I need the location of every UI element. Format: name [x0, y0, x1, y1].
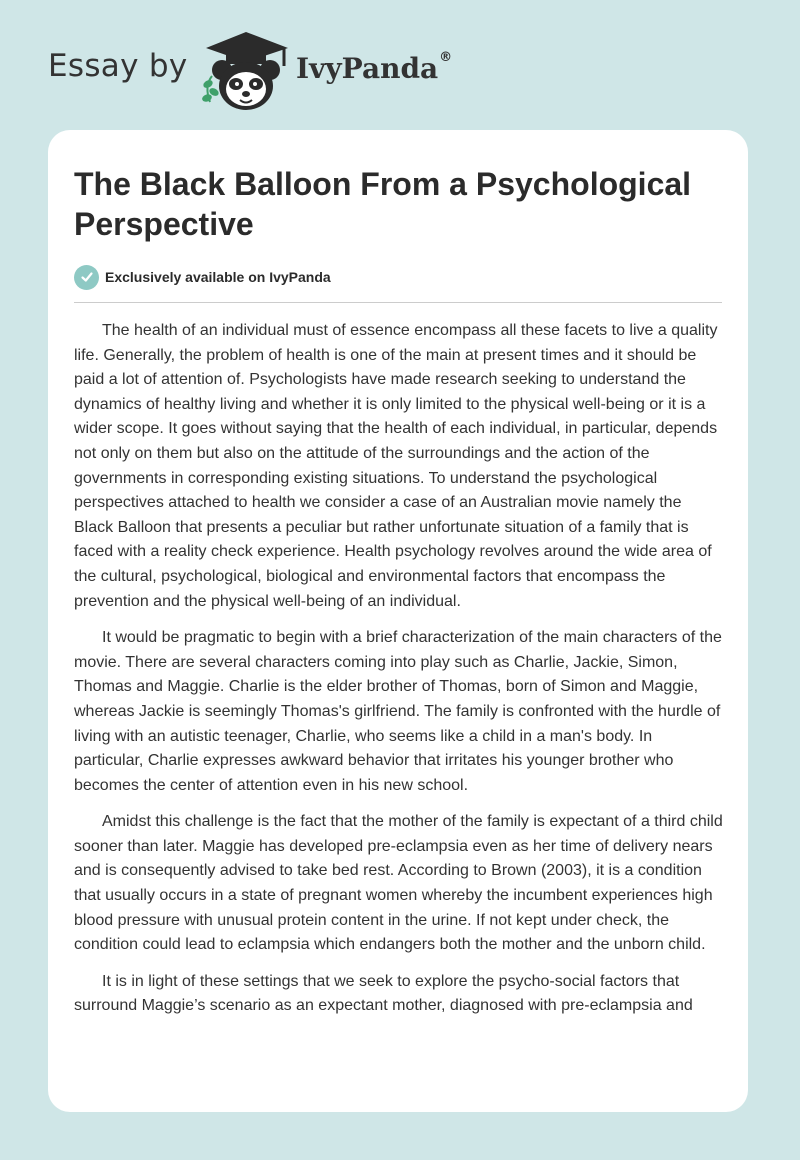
- essay-title: The Black Balloon From a Psychological Perspective: [74, 166, 692, 242]
- brand-name[interactable]: [296, 52, 452, 85]
- divider: [74, 302, 722, 303]
- check-icon: [74, 265, 99, 290]
- brand-text: IvyPanda: [296, 52, 439, 85]
- paragraph: It is in light of these settings that we seek to explore the psycho-social factors that surround Maggie’s scenario as an expectant mother, diagnosed with pre-eclampsia and: [74, 972, 693, 1015]
- registered-mark: ®: [439, 50, 453, 65]
- exclusive-badge: [74, 264, 331, 290]
- paragraph: It would be pragmatic to begin with a brief characterization of the main characters of the movie. There are several characters coming into play such as Charlie, Jackie, Simon, Thomas and Maggie. Charlie is the elder brother of Thomas, born of Simon and Maggie, whereas Jackie is seemingly Thomas's girlfriend. The family is confronted with the hurdle of living with an autistic teenager, Charlie, who seems like a child in a man's body. In particular, Charlie expresses awkward behavior that irritates his younger brother who becomes the center of attention even in his new school.: [74, 629, 722, 794]
- essay-by-label: Essay by: [48, 48, 188, 84]
- essay-body: [74, 319, 724, 1031]
- site-header: [0, 0, 800, 130]
- essay-card: [48, 130, 748, 1112]
- ivypanda-logo-icon[interactable]: [196, 26, 306, 116]
- paragraph: The health of an individual must of essence encompass all these facets to live a quality life. Generally, the problem of health is one of the main at present times and it should be paid a lot of attention of. Psychologists have made research seeking to understand the dynamics of healthy living and whether it is only limited to the physical well-being or it is a wider scope. It goes without saying that the health of each individual, in particular, depends not only on them but also on the attitude of the surroundings and the action of the governments in corresponding existing situations. To understand the psychological perspectives attached to health we consider a case of an Australian movie namely the Black Balloon that presents a peculiar but rather unfortunate situation of a family that is faced with a reality check experience. Health psychology revolves around the wide area of the cultural, psychological, biological and environmental factors that encompass the prevention and the physical well-being of an individual.: [74, 322, 718, 610]
- exclusive-badge-label: Exclusively available on IvyPanda: [105, 269, 331, 285]
- paragraph: Amidst this challenge is the fact that the mother of the family is expectant of a third child sooner than later. Maggie has developed pre-eclampsia even as her time of delivery nears and is consequently advised to take bed rest. According to Brown (2003), it is a condition that usually occurs in a state of pregnant women whereby the incumbent experiences high blood pressure with unusual protein content in the urine. If not kept under check, the condition could lead to eclampsia which endangers both the mother and the unborn child.: [74, 813, 723, 954]
